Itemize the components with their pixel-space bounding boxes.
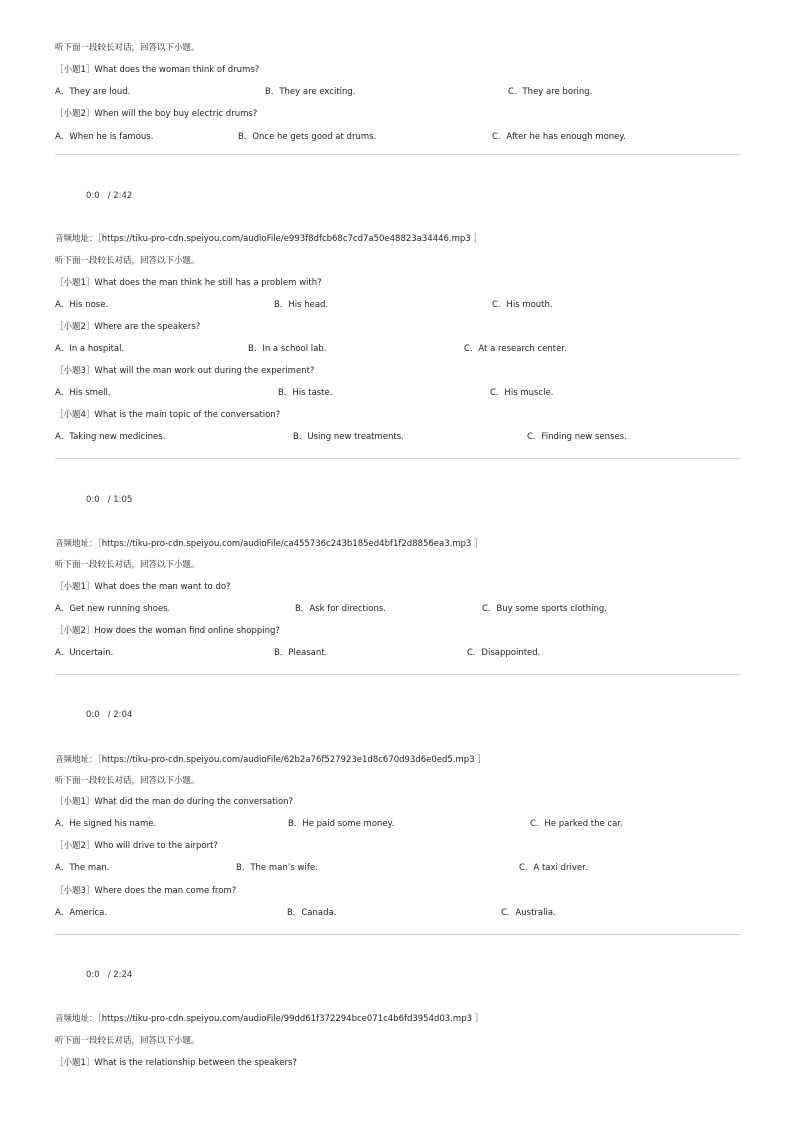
option-b: B．His head. — [274, 300, 329, 310]
audio-url[interactable]: 音频地址：［https://tiku-pro-cdn.speiyou.com/audioFile/62b2a76f527923e1d8c670d93d6e0ed5.mp3 ］ — [55, 755, 486, 765]
option-b: B．Once he gets good at drums. — [238, 132, 377, 142]
option-a: A．His smell. — [55, 388, 111, 398]
player-current-time: 0:0 — [86, 495, 100, 505]
option-c: C．Disappointed. — [467, 648, 541, 658]
option-c: C．He parked the car. — [530, 819, 623, 829]
player-duration: / 2:42 — [107, 191, 133, 201]
question-text: ［小题1］What does the woman think of drums? — [55, 65, 260, 75]
audio-player[interactable] — [86, 710, 132, 720]
audio-url[interactable]: 音频地址：［https://tiku-pro-cdn.speiyou.com/audioFile/e993f8dfcb68c7cd7a50e48823a34446.mp3 ］ — [55, 234, 482, 244]
audio-player[interactable] — [86, 495, 132, 505]
option-c: C．At a research center. — [464, 344, 567, 354]
question-text: ［小题2］When will the boy buy electric drums? — [55, 109, 258, 119]
option-a: A．Taking new medicines. — [55, 432, 166, 442]
player-duration: / 2:24 — [107, 970, 133, 980]
option-c: C．A taxi driver. — [519, 863, 588, 873]
section-instruction: 听下面一段较长对话，回答以下小题。 — [55, 1036, 200, 1046]
player-current-time: 0:0 — [86, 710, 100, 720]
option-a: A．Uncertain. — [55, 648, 114, 658]
audio-url[interactable]: 音频地址：［https://tiku-pro-cdn.speiyou.com/audioFile/ca455736c243b185ed4bf1f2d8856ea3.mp3 ］ — [55, 539, 483, 549]
option-a: A．Get new running shoes. — [55, 604, 171, 614]
option-c: C．They are boring. — [508, 87, 593, 97]
option-b: B．The man’s wife. — [236, 863, 318, 873]
option-c: C．Buy some sports clothing. — [482, 604, 608, 614]
audio-url[interactable]: 音频地址：［https://tiku-pro-cdn.speiyou.com/audioFile/99dd61f372294bce071c4b6fd3954d03.mp3 ］ — [55, 1014, 484, 1024]
option-b: B．Pleasant. — [274, 648, 328, 658]
option-c: C．Australia. — [501, 908, 556, 918]
section-divider — [55, 674, 740, 675]
audio-player[interactable] — [86, 191, 132, 201]
section-instruction: 听下面一段较长对话，回答以下小题。 — [55, 776, 200, 786]
audio-player[interactable] — [86, 970, 132, 980]
option-b: B．In a school lab. — [248, 344, 327, 354]
option-c: C．After he has enough money. — [492, 132, 626, 142]
player-current-time: 0:0 — [86, 191, 100, 201]
section-instruction: 听下面一段较长对话，回答以下小题。 — [55, 43, 200, 53]
question-text: ［小题3］What will the man work out during the experiment? — [55, 366, 315, 376]
question-text: ［小题2］How does the woman find online shopping? — [55, 626, 280, 636]
option-a: A．He signed his name. — [55, 819, 157, 829]
section-divider — [55, 154, 740, 155]
question-text: ［小题4］What is the main topic of the conversation? — [55, 410, 281, 420]
question-text: ［小题2］Where are the speakers? — [55, 322, 201, 332]
question-text: ［小题2］Who will drive to the airport? — [55, 841, 218, 851]
option-a: A．In a hospital. — [55, 344, 125, 354]
option-a: A．When he is famous. — [55, 132, 154, 142]
player-duration: / 2:04 — [107, 710, 133, 720]
option-a: A．The man. — [55, 863, 110, 873]
option-a: A．They are loud. — [55, 87, 131, 97]
option-b: B．Ask for directions. — [295, 604, 386, 614]
question-text: ［小题1］What does the man want to do? — [55, 582, 231, 592]
player-duration: / 1:05 — [107, 495, 133, 505]
option-b: B．Using new treatments. — [293, 432, 404, 442]
option-b: B．They are exciting. — [265, 87, 356, 97]
option-b: B．He paid some money. — [288, 819, 395, 829]
question-text: ［小题3］Where does the man come from? — [55, 886, 237, 896]
question-text: ［小题1］What did the man do during the conversation? — [55, 797, 294, 807]
option-b: B．His taste. — [278, 388, 333, 398]
option-c: C．His muscle. — [490, 388, 554, 398]
option-c: C．His mouth. — [492, 300, 553, 310]
option-a: A．America. — [55, 908, 108, 918]
section-instruction: 听下面一段较长对话，回答以下小题。 — [55, 256, 200, 266]
player-current-time: 0:0 — [86, 970, 100, 980]
option-b: B．Canada. — [287, 908, 337, 918]
option-c: C．Finding new senses. — [527, 432, 627, 442]
question-text: ［小题1］What does the man think he still has a problem with? — [55, 278, 322, 288]
section-divider — [55, 934, 740, 935]
section-instruction: 听下面一段较长对话，回答以下小题。 — [55, 560, 200, 570]
question-text: ［小题1］What is the relationship between the speakers? — [55, 1058, 297, 1068]
section-divider — [55, 458, 740, 459]
option-a: A．His nose. — [55, 300, 109, 310]
